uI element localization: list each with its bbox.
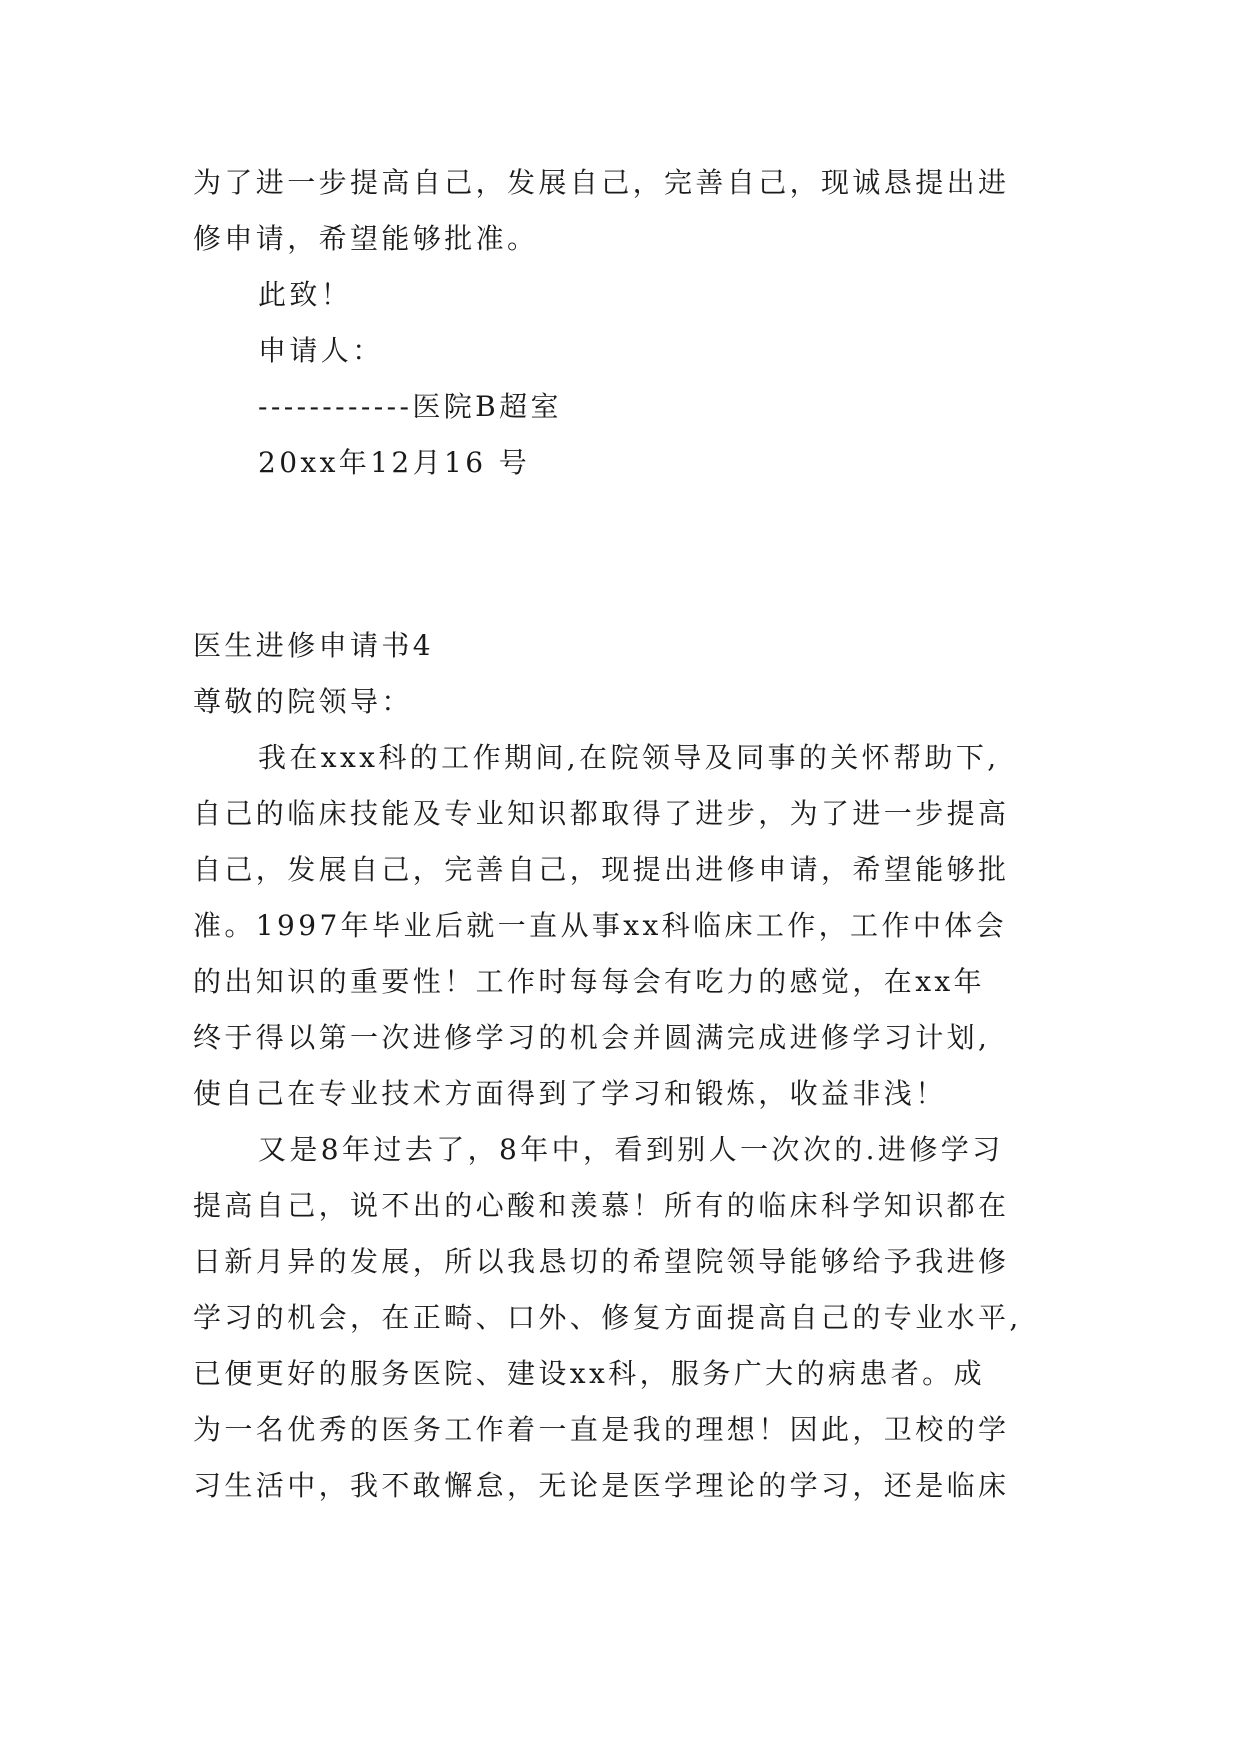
section-title: 医生进修申请书4 — [193, 629, 435, 662]
closing-text: 此致！ — [258, 278, 353, 311]
paragraph-line: 我在xxx科的工作期间,在院领导及同事的关怀帮助下, — [258, 741, 1000, 774]
paragraph-line: 终于得以第一次进修学习的机会并圆满完成进修学习计划, — [193, 1021, 991, 1054]
paragraph-line: 准。1997年毕业后就一直从事xx科临床工作，工作中体会 — [193, 909, 1008, 942]
paragraph-line: 学习的机会，在正畸、口外、修复方面提高自己的专业水平, — [193, 1301, 1022, 1334]
paragraph-line: 为一名优秀的医务工作着一直是我的理想！因此，卫校的学 — [193, 1413, 1010, 1446]
paragraph-line: 自己的临床技能及专业知识都取得了进步，为了进一步提高 — [193, 797, 1010, 830]
signature-line: ------------医院B超室 — [258, 390, 562, 423]
paragraph-line: 自己，发展自己，完善自己，现提出进修申请，希望能够批 — [193, 853, 1010, 886]
body-line: 为了进一步提高自己，发展自己，完善自己，现诚恳提出进 — [193, 166, 1010, 199]
paragraph-line: 提高自己，说不出的心酸和羡慕！所有的临床科学知识都在 — [193, 1189, 1010, 1222]
paragraph-line: 又是8年过去了，8年中，看到别人一次次的.进修学习 — [258, 1133, 1004, 1166]
date-line: 20xx年12月16 号 — [258, 446, 531, 479]
paragraph-line: 已便更好的服务医院、建设xx科，服务广大的病患者。成 — [193, 1357, 985, 1390]
applicant-label: 申请人： — [258, 334, 384, 367]
paragraph-line: 习生活中，我不敢懈怠，无论是医学理论的学习，还是临床 — [193, 1469, 1010, 1502]
salutation: 尊敬的院领导： — [193, 685, 413, 718]
paragraph-line: 日新月异的发展，所以我恳切的希望院领导能够给予我进修 — [193, 1245, 1010, 1278]
paragraph-line: 的出知识的重要性！工作时每每会有吃力的感觉，在xx年 — [193, 965, 985, 998]
body-line: 修申请，希望能够批准。 — [193, 222, 539, 255]
paragraph-line: 使自己在专业技术方面得到了学习和锻炼，收益非浅！ — [193, 1077, 947, 1110]
